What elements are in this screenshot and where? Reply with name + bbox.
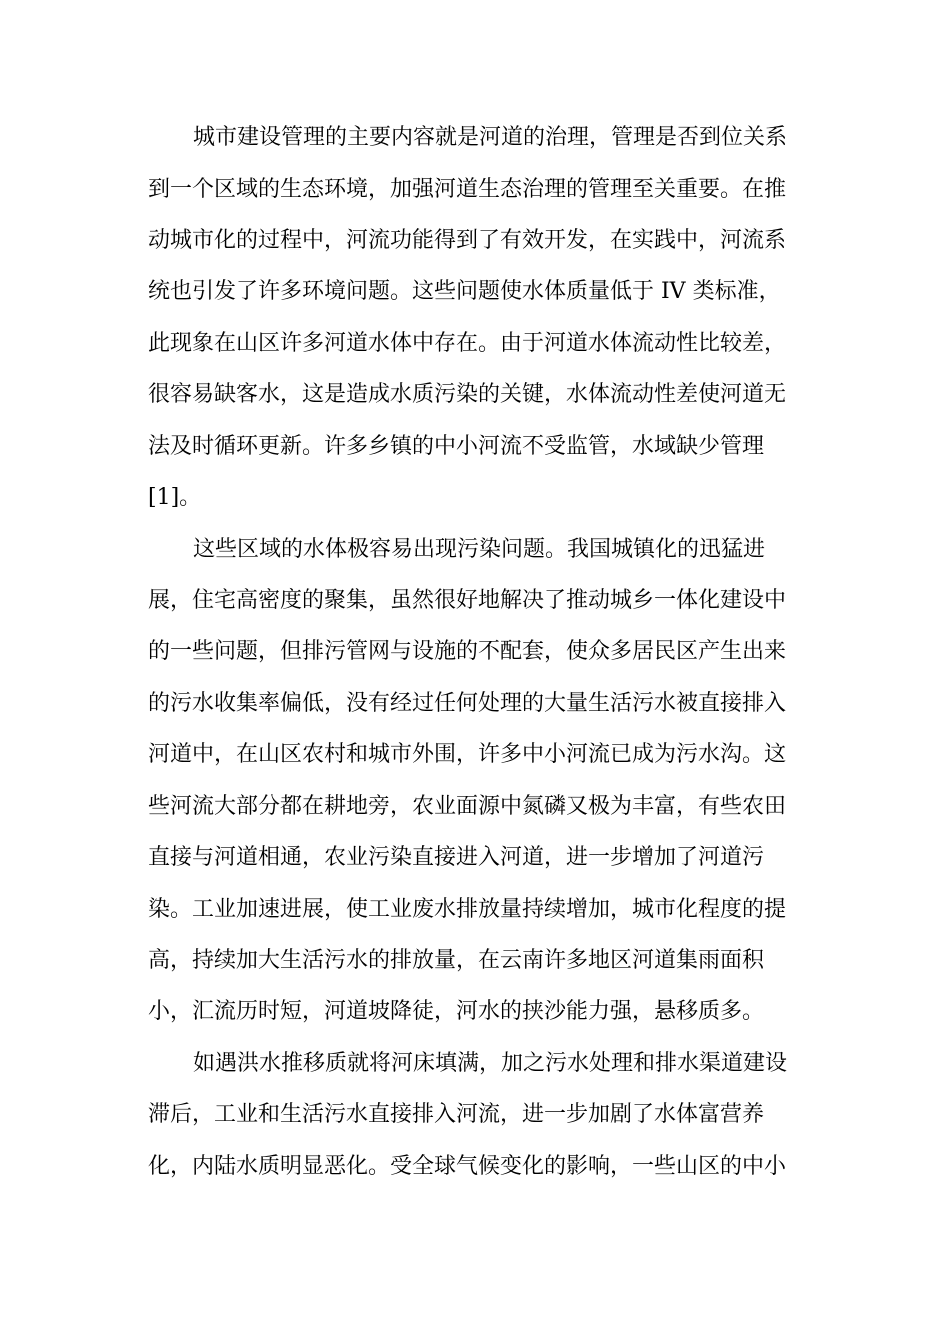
text-line: 滞后，工业和生活污水直接排入河流，进一步加剧了水体富营养 [148, 1102, 765, 1127]
text-line: 展，住宅高密度的聚集，虽然很好地解决了推动城乡一体化建设中 [148, 588, 787, 613]
text-line: 高，持续加大生活污水的排放量，在云南许多地区河道集雨面积 [148, 948, 765, 973]
text-line: 染。工业加速进展，使工业废水排放量持续增加，城市化程度的提 [148, 897, 787, 922]
text-line: 直接与河道相通，农业污染直接进入河道，进一步增加了河道污 [148, 845, 765, 870]
text-line: 城市建设管理的主要内容就是河道的治理，管理是否到位关系 [193, 125, 788, 150]
text-line: 些河流大部分都在耕地旁，农业面源中氮磷又极为丰富，有些农田 [148, 794, 787, 819]
text-line: [1]。 [148, 485, 202, 510]
text-line: 统也引发了许多环境问题。这些问题使水体质量低于 IV 类标准， [148, 279, 781, 304]
text-line: 动城市化的过程中，河流功能得到了有效开发，在实践中，河流系 [148, 228, 787, 253]
text-line: 的一些问题，但排污管网与设施的不配套，使众多居民区产生出来 [148, 639, 787, 664]
text-line: 此现象在山区许多河道水体中存在。由于河道水体流动性比较差， [148, 331, 787, 356]
text-line: 的污水收集率偏低，没有经过任何处理的大量生活污水被直接排入 [148, 691, 787, 716]
text-line: 化，内陆水质明显恶化。受全球气候变化的影响，一些山区的中小 [148, 1154, 787, 1179]
text-line: 如遇洪水推移质就将河床填满，加之污水处理和排水渠道建设 [193, 1051, 788, 1076]
text-line: 河道中，在山区农村和城市外围，许多中小河流已成为污水沟。这 [148, 742, 787, 767]
text-line: 法及时循环更新。许多乡镇的中小河流不受监管，水域缺少管理 [148, 434, 765, 459]
text-line: 很容易缺客水，这是造成水质污染的关键，水体流动性差使河道无 [148, 382, 787, 407]
text-line: 到一个区域的生态环境，加强河道生态治理的管理至关重要。在推 [148, 177, 787, 202]
text-line: 小，汇流历时短，河道坡降徒，河水的挟沙能力强，悬移质多。 [148, 999, 765, 1024]
text-line: 这些区域的水体极容易出现污染问题。我国城镇化的迅猛进 [193, 537, 766, 562]
